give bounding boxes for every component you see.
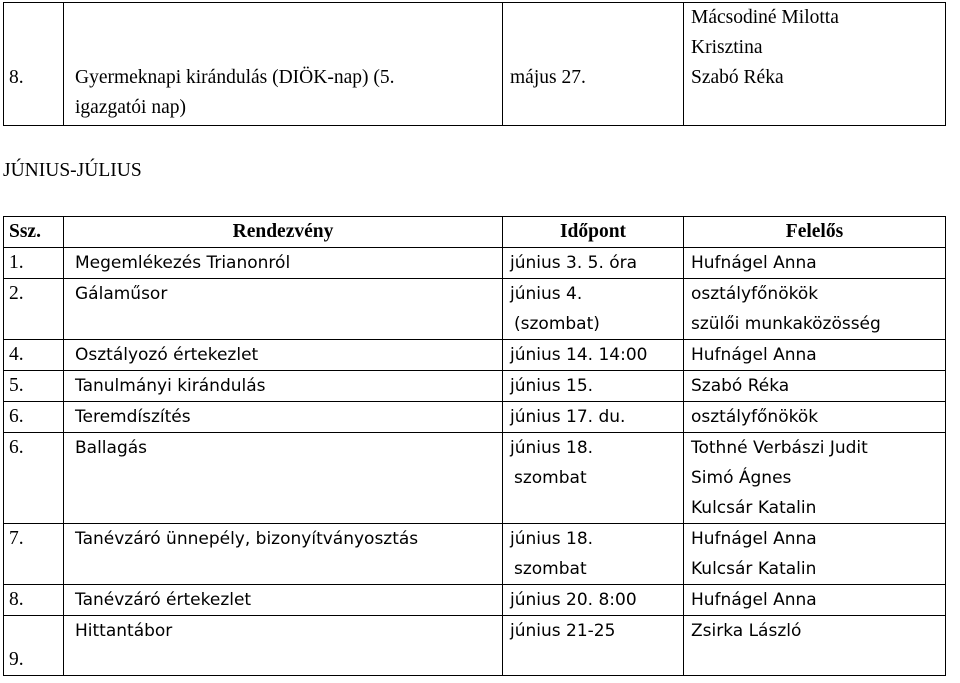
table-row (4, 585, 946, 616)
responsible: Zsirka László (684, 616, 946, 676)
event-name: Ballagás (64, 433, 503, 524)
row-number: 7. (4, 524, 64, 585)
section-heading: JÚNIUS-JÚLIUS (3, 160, 142, 181)
previous-events-table (3, 2, 946, 126)
table-row (4, 371, 946, 402)
table-row (4, 524, 946, 585)
responsible: Szabó Réka (684, 371, 946, 402)
table-row (4, 340, 946, 371)
table-row (4, 616, 946, 676)
responsible: Hufnágel Anna (684, 585, 946, 616)
event-date: június 18. szombat (503, 524, 684, 585)
event-name: Hittantábor (64, 616, 503, 676)
table-row (4, 3, 946, 126)
responsible: Tothné Verbászi Judit Simó Ágnes Kulcsár Katalin (684, 433, 946, 524)
event-name: Megemlékezés Trianonról (64, 248, 503, 279)
responsible: osztályfőnökök szülői munkaközösség (684, 279, 946, 340)
responsible: Mácsodiné Milotta Krisztina Szabó Réka (684, 3, 946, 126)
event-name: Tanévzáró értekezlet (64, 585, 503, 616)
row-number: 5. (4, 371, 64, 402)
header-date: Időpont (503, 217, 684, 248)
header-responsible: Felelős (684, 217, 946, 248)
header-number: Ssz. (4, 217, 64, 248)
event-name: Gyermeknapi kirándulás (DIÖK-nap) (5. igazgatói nap) (64, 3, 503, 126)
event-date: június 18. szombat (503, 433, 684, 524)
table-row (4, 279, 946, 340)
table-row (4, 433, 946, 524)
event-date: június 17. du. (503, 402, 684, 433)
row-number: 2. (4, 279, 64, 340)
row-number: 8. (4, 585, 64, 616)
event-name: Teremdíszítés (64, 402, 503, 433)
row-number: 1. (4, 248, 64, 279)
event-date: június 15. (503, 371, 684, 402)
event-name: Gálaműsor (64, 279, 503, 340)
row-number: 6. (4, 433, 64, 524)
event-date: június 3. 5. óra (503, 248, 684, 279)
table-row (4, 248, 946, 279)
responsible: Hufnágel Anna (684, 340, 946, 371)
event-name: Osztályozó értekezlet (64, 340, 503, 371)
events-table (3, 216, 946, 676)
event-date: június 21-25 (503, 616, 684, 676)
event-date: május 27. (503, 3, 684, 126)
responsible: osztályfőnökök (684, 402, 946, 433)
event-name: Tanévzáró ünnepély, bizonyítványosztás (64, 524, 503, 585)
responsible: Hufnágel Anna Kulcsár Katalin (684, 524, 946, 585)
table-header-row (4, 217, 946, 248)
responsible: Hufnágel Anna (684, 248, 946, 279)
event-date: június 20. 8:00 (503, 585, 684, 616)
row-number: 9. (4, 616, 64, 676)
row-number: 8. (4, 3, 64, 126)
table-row (4, 402, 946, 433)
row-number: 4. (4, 340, 64, 371)
event-date: június 4. (szombat) (503, 279, 684, 340)
header-event: Rendezvény (64, 217, 503, 248)
event-date: június 14. 14:00 (503, 340, 684, 371)
row-number: 6. (4, 402, 64, 433)
event-name: Tanulmányi kirándulás (64, 371, 503, 402)
